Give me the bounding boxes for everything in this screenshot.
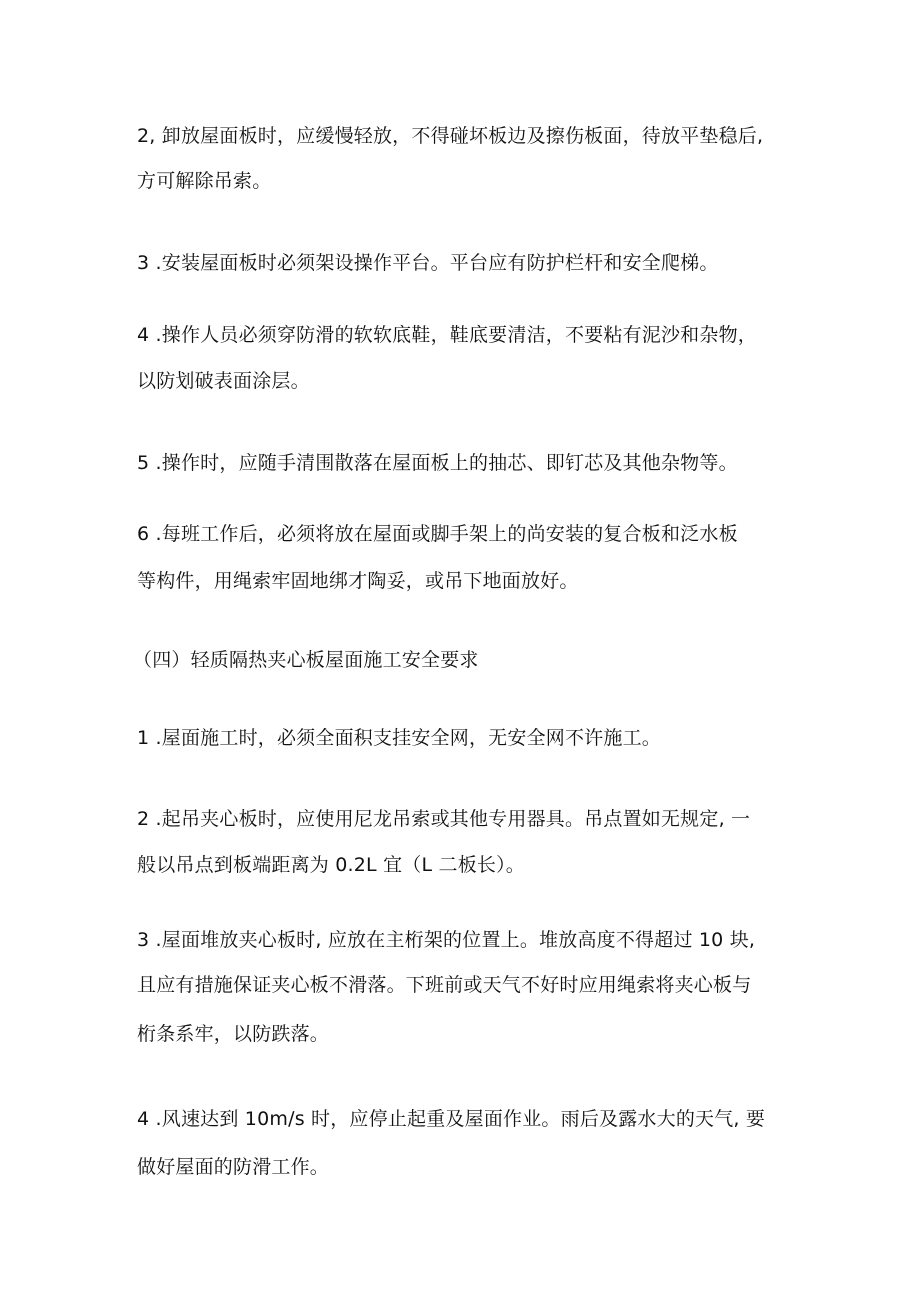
paragraph-4-line-1: 4 .操作人员必须穿防滑的软软底鞋，鞋底要清洁，不要粘有泥沙和杂物，: [137, 324, 757, 346]
section-item-3-line-3: 桁条系牢，以防跌落。: [137, 1023, 330, 1045]
section-item-2-line-2: 般以吊点到板端距离为 0.2L 宜（L 二板长）。: [137, 854, 526, 876]
paragraph-6-line-1: 6 .每班工作后，必须将放在屋面或脚手架上的尚安装的复合板和泛水板: [137, 523, 738, 545]
paragraph-6-line-2: 等构件，用绳索牢固地绑才陶妥，或吊下地面放好。: [137, 570, 579, 592]
paragraph-2-line-2: 方可解除吊索。: [137, 170, 272, 192]
paragraph-5-line-1: 5 .操作时，应随手清围散落在屋面板上的抽芯、即钉芯及其他杂物等。: [137, 452, 738, 474]
section-item-2-line-1: 2 .起吊夹心板时，应使用尼龙吊索或其他专用器具。吊点置如无规定, 一: [137, 808, 751, 830]
paragraph-4-line-2: 以防划破表面涂层。: [137, 370, 310, 392]
section-item-4-line-1: 4 .风速达到 10m∕s 时，应停止起重及屋面作业。雨后及露水大的天气, 要: [137, 1108, 766, 1130]
section-item-4-line-2: 做好屋面的防滑工作。: [137, 1156, 330, 1178]
section-item-3-line-2: 且应有措施保证夹心板不滑落。下班前或天气不好时应用绳索将夹心板与: [137, 974, 752, 996]
section-item-3-line-1: 3 .屋面堆放夹心板时, 应放在主桁架的位置上。堆放高度不得超过 10 块,: [137, 929, 756, 951]
paragraph-3-line-1: 3 .安装屋面板时必须架设操作平台。平台应有防护栏杆和安全爬梯。: [137, 252, 719, 274]
section-item-1-line-1: 1 .屋面施工时，必须全面积支挂安全网，无安全网不许施工。: [137, 727, 661, 749]
paragraph-2-line-1: 2, 卸放屋面板时，应缓慢轻放，不得碰坏板边及擦伤板面，待放平垫稳后,: [137, 125, 764, 147]
section-heading: （四）轻质隔热夹心板屋面施工安全要求: [133, 649, 479, 671]
